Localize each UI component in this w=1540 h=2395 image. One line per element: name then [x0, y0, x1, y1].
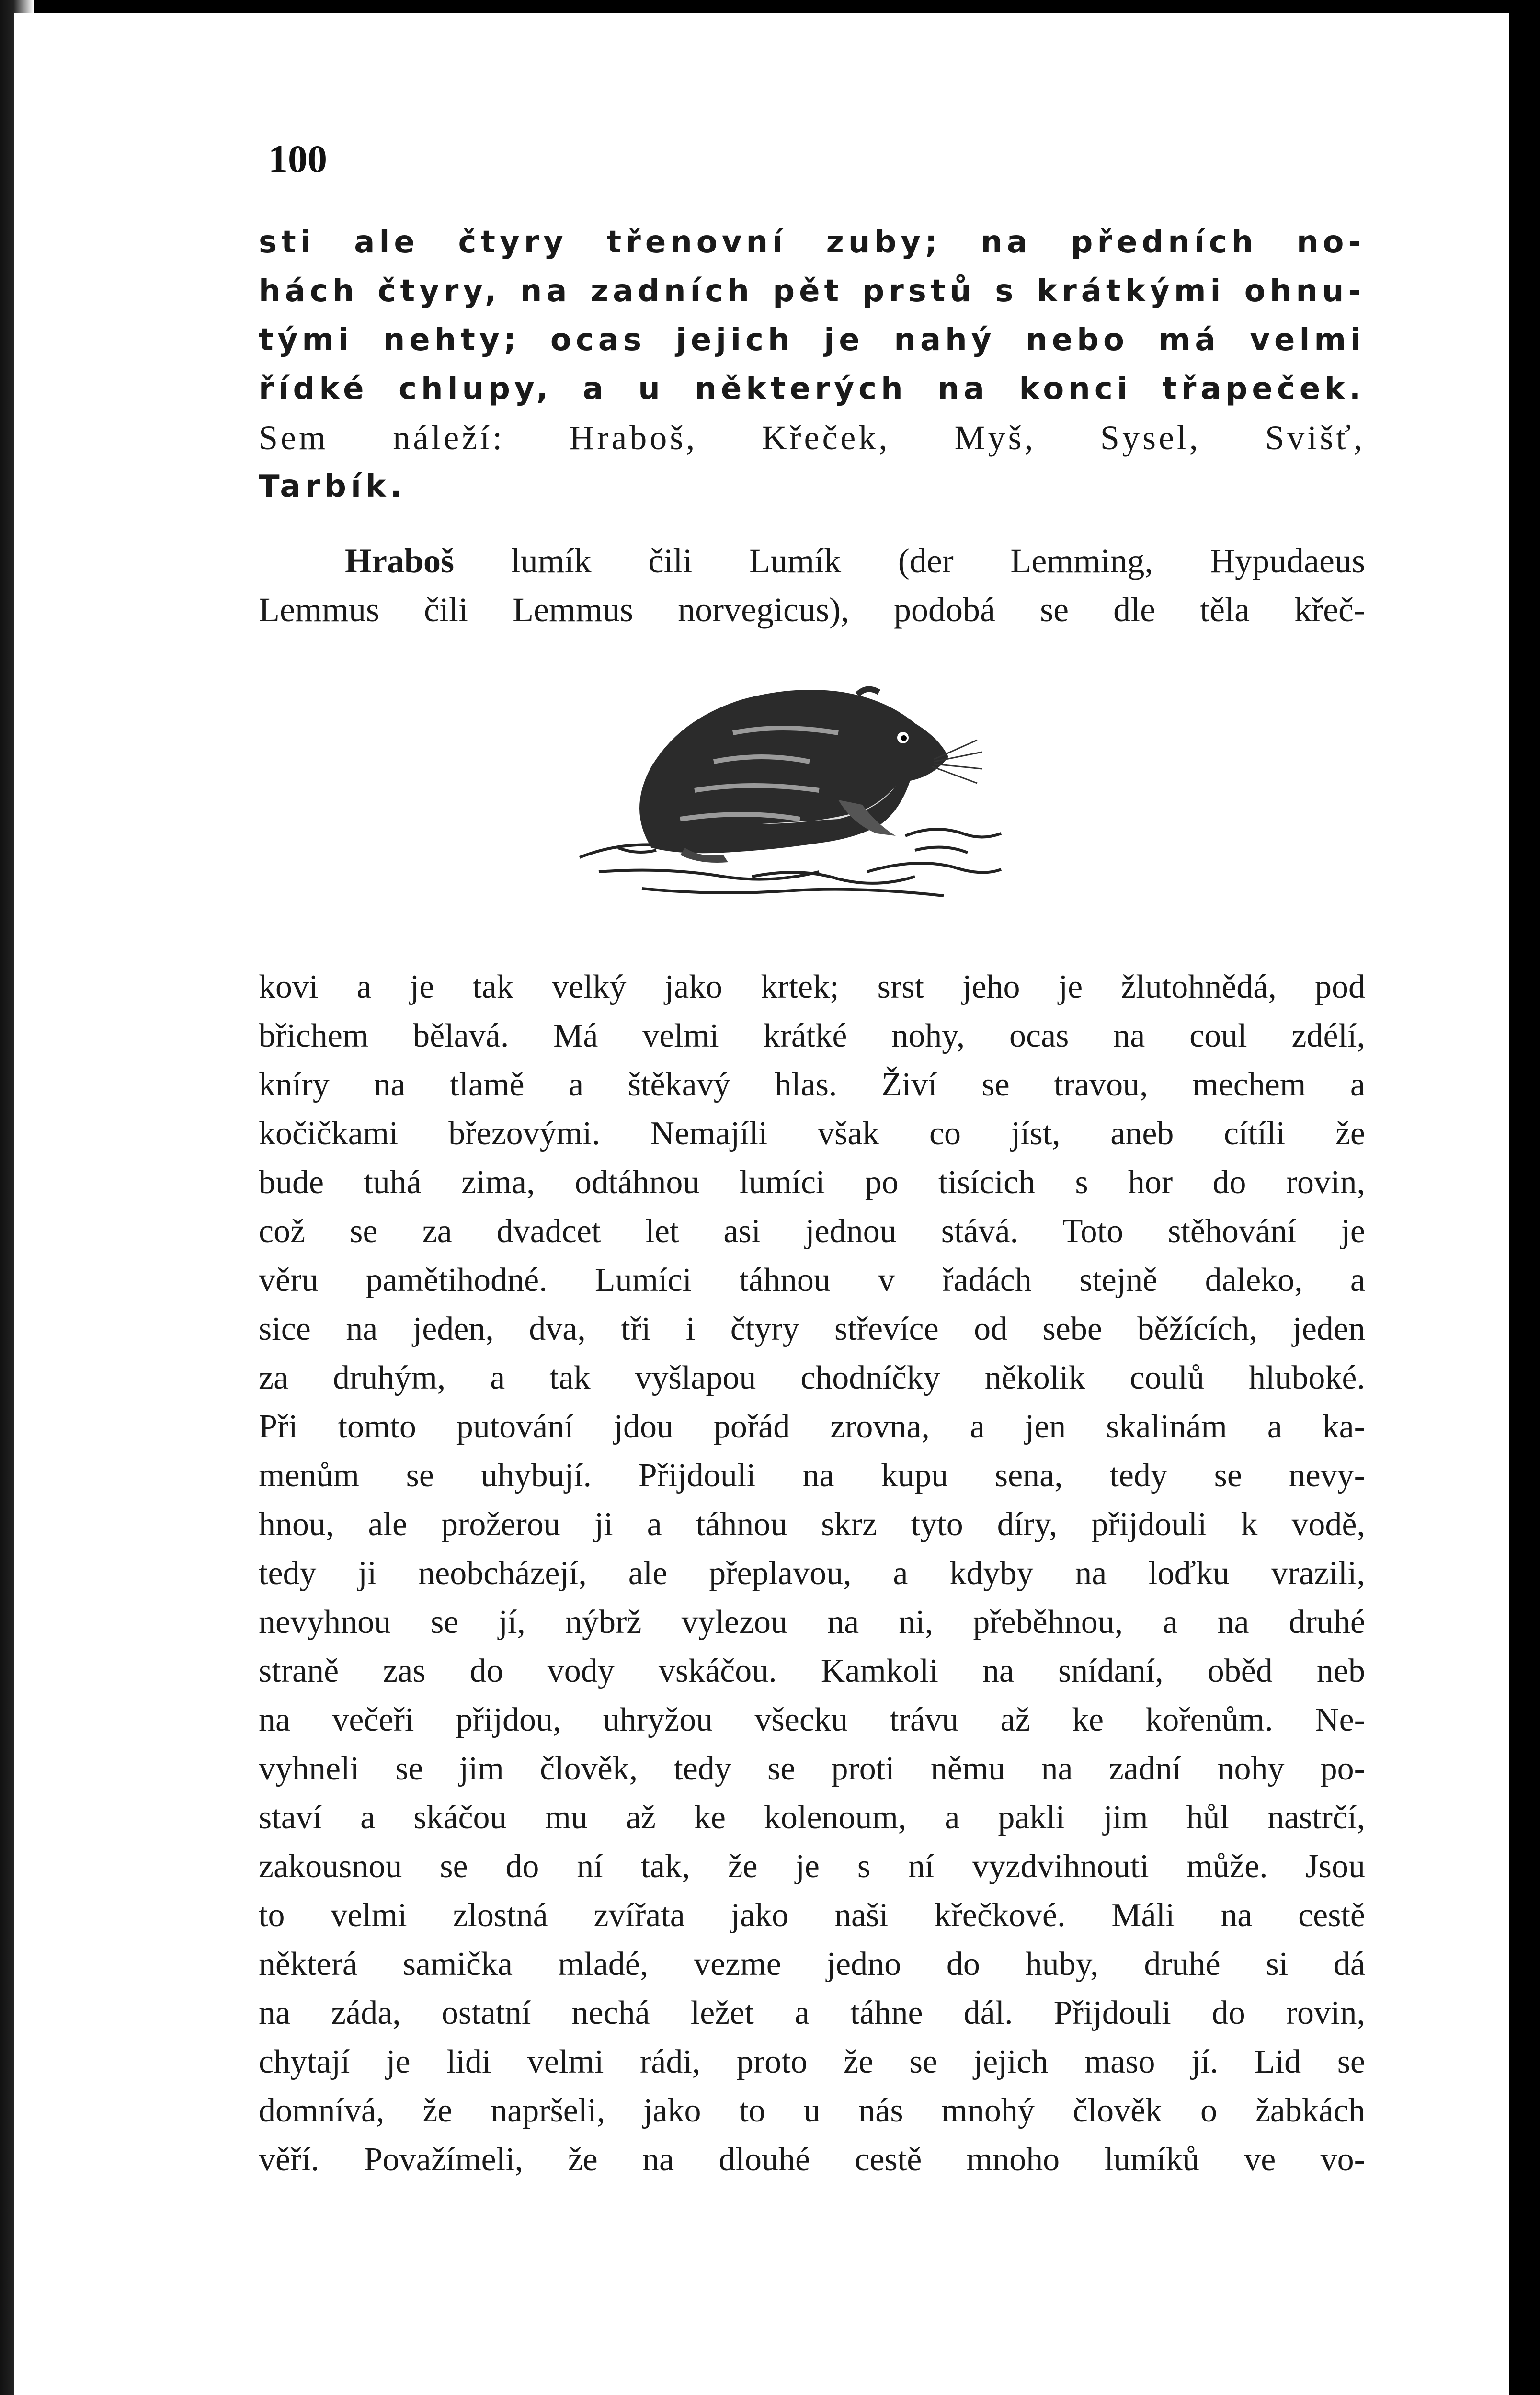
text-line: Tarbík. — [259, 469, 406, 504]
text-line: na záda, ostatní nechá ležet a táhne dál. Přijdouli do rovin, — [259, 1995, 1365, 2031]
text-line: řídké chlupy, a u některých na konci třapeček. — [259, 371, 1365, 407]
text-line: hách čtyry, na zadních pět prstů s krátkými ohnu- — [259, 274, 1365, 309]
text-line: některá samička mladé, vezme jedno do huby, druhé si dá — [259, 1946, 1365, 1983]
text-line: věří. Považímeli, že na dlouhé cestě mnoho lumíků ve vo- — [259, 2141, 1365, 2178]
text-line: staví a skáčou mu až ke kolenoum, a pakli jim hůl nastrčí, — [259, 1799, 1365, 1836]
text-line: straně zas do vody vskáčou. Kamkoli na snídaní, oběd neb — [259, 1653, 1365, 1689]
paragraph-lemming-description — [259, 963, 1365, 2184]
text-line: za druhým, a tak vyšlapou chodníčky několik coulů hluboké. — [259, 1359, 1365, 1396]
text-line: menům se uhybují. Přijdouli na kupu sena, tedy se nevy- — [259, 1457, 1365, 1494]
text-line: břichem bělavá. Má velmi krátké nohy, ocas na coul zdélí, — [259, 1017, 1365, 1054]
text-line: Lemmus čili Lemmus norvegicus), podobá se dle těla křeč- — [259, 591, 1365, 629]
text-line: Při tomto putování jdou pořád zrovna, a jen skalinám a ka- — [259, 1408, 1365, 1445]
paragraph-rodent-teeth — [259, 218, 1365, 511]
page-number: 100 — [268, 137, 327, 181]
species-name: Hraboš — [345, 542, 455, 580]
text-line: to velmi zlostná zvířata jako naši křečkové. Máli na cestě — [259, 1897, 1365, 1934]
scan-right-edge — [1509, 0, 1540, 2395]
text-line: nevyhnou se jí, nýbrž vylezou na ni, přeběhnou, a na druhé — [259, 1604, 1365, 1641]
text-line: chytají je lidi velmi rádi, proto že se jejich maso jí. Lid se — [259, 2043, 1365, 2080]
text-line: vyhneli se jim člověk, tedy se proti němu na zadní nohy po- — [259, 1750, 1365, 1787]
text-line: sice na jeden, dva, tři i čtyry střevíce od sebe běžících, jeden — [259, 1311, 1365, 1347]
lemming-body-icon — [639, 689, 982, 863]
text-line: bude tuhá zima, odtáhnou lumíci po tisícich s hor do rovin, — [259, 1164, 1365, 1201]
text-line: kníry na tlamě a štěkavý hlas. Živí se travou, mechem a — [259, 1066, 1365, 1103]
text-line: sti ale čtyry třenovní zuby; na předních no- — [259, 225, 1365, 260]
text-line: tedy ji neobcházejí, ale přeplavou, a kdyby na loďku vrazili, — [259, 1555, 1365, 1592]
text-line — [259, 536, 1365, 585]
text-line: hnou, ale prožerou ji a táhnou skrz tyto díry, přijdouli k vodě, — [259, 1506, 1365, 1543]
species-description: lumík čili Lumík (der Lemming, Hypudaeus — [454, 542, 1365, 580]
text-line: zakousnou se do ní tak, že je s ní vyzdvihnouti může. Jsou — [259, 1848, 1365, 1885]
text-line: Sem náleží: Hraboš, Křeček, Myš, Sysel, Svišť, — [259, 419, 1365, 457]
text-line: věru pamětihodné. Lumíci táhnou v řadách stejně daleko, a — [259, 1262, 1365, 1299]
text-line: kočičkami březovými. Nemajíli však co jíst, aneb cítíli že — [259, 1115, 1365, 1152]
text-line: na večeři přijdou, uhryžou všecku trávu až ke kořenům. Ne- — [259, 1701, 1365, 1738]
lemming-illustration-icon — [570, 666, 1044, 915]
text-line: což se za dvadcet let asi jednou stává. Toto stěhování je — [259, 1213, 1365, 1250]
text-line: kovi a je tak velký jako krtek; srst jeho je žlutohnědá, pod — [259, 969, 1365, 1005]
text-line: domnívá, že napršeli, jako to u nás mnohý člověk o žabkách — [259, 2092, 1365, 2129]
text-line: tými nehty; ocas jejich je nahý nebo má velmi — [259, 322, 1365, 358]
paragraph-lemming-intro — [259, 536, 1365, 634]
